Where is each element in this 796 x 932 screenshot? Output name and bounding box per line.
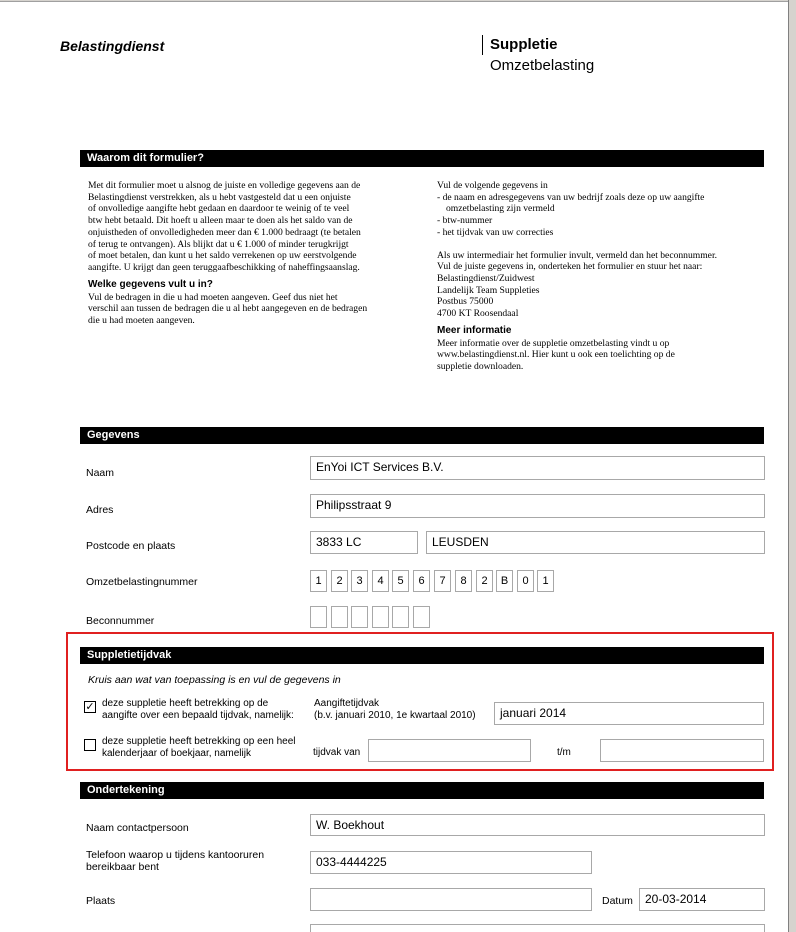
naam-label: Naam [86, 467, 115, 479]
plaats-signature-field[interactable] [310, 888, 592, 911]
section-bar-why: Waarom dit formulier? [80, 150, 764, 167]
text-line: Met dit formulier moet u alsnog de juiste en volledige gegevens aan de [88, 180, 361, 191]
text-line: of terug te ontvangen). Als blijkt dat u € 1.000 of minder terugkrijgt [88, 238, 349, 250]
tijdvak-van-label: tijdvak van [313, 747, 361, 758]
why-left-column [88, 180, 393, 327]
more-info-heading: Meer informatie [437, 324, 512, 336]
btw-digit-cell[interactable]: 8 [455, 570, 472, 592]
tm-label: t/m [557, 747, 571, 758]
btw-number-label: Omzetbelastingnummer [86, 576, 198, 588]
btw-digit-cell[interactable]: 0 [517, 570, 534, 592]
text-line: bereikbaar bent [86, 861, 159, 873]
telefoon-label [86, 849, 264, 873]
btw-digit-cell[interactable]: 5 [392, 570, 409, 592]
text-line: verschil aan tussen de bedragen die u al hebt aangegeven en de bedragen [88, 303, 368, 315]
text-line: Aangiftetijdvak [314, 698, 380, 709]
becon-digit-cell[interactable] [413, 606, 430, 628]
btw-digit-cell[interactable]: 1 [310, 570, 327, 592]
btw-digit-cell[interactable]: 4 [372, 570, 389, 592]
brand-logo-text: Belastingdienst [60, 38, 165, 54]
right-intro: Vul de volgende gegevens in [437, 180, 548, 191]
text-line: Landelijk Team Suppleties [437, 284, 540, 296]
form-subtitle: Omzetbelasting [490, 57, 595, 74]
postcode-field[interactable]: 3833 LC [310, 531, 418, 554]
becon-number-label: Beconnummer [86, 615, 155, 627]
aangifte-tijdvak-field[interactable]: januari 2014 [494, 702, 764, 725]
postcode-label: Postcode en plaats [86, 540, 176, 552]
checkmark-icon: ✓ [85, 700, 95, 713]
option-year-label [102, 736, 295, 760]
tijdvak-instruction: Kruis aan wat van toepassing is en vul de gegevens in [88, 674, 341, 686]
becon-digit-cell[interactable] [351, 606, 368, 628]
text-line: aangifte over een bepaald tijdvak, namelijk: [102, 710, 294, 721]
becon-digit-cell[interactable] [392, 606, 409, 628]
text-line: Meer informatie over de suppletie omzetbelasting vindt u op [437, 337, 670, 349]
text-line: Vul de bedragen in die u had moeten aangeven. Geef dus niet het [88, 291, 338, 303]
btw-digit-cell[interactable]: 2 [331, 570, 348, 592]
list-item: omzetbelasting zijn vermeld [446, 203, 555, 215]
section-bar-tijdvak: Suppletietijdvak [80, 647, 764, 664]
btw-digit-cell[interactable]: 1 [537, 570, 554, 592]
text-line: Vul de juiste gegevens in, onderteken het formulier en stuur het naar: [437, 261, 703, 273]
tm-field[interactable] [600, 739, 764, 762]
signature-field[interactable] [310, 924, 765, 932]
text-line: Als uw intermediair het formulier invult, vermeld dan het beconnummer. [437, 249, 718, 261]
plaats-field[interactable]: LEUSDEN [426, 531, 765, 554]
list-item: - het tijdvak van uw correcties [437, 226, 554, 238]
text-line: suppletie downloaden. [437, 361, 524, 373]
list-item: - de naam en adresgegevens van uw bedrijf zoals deze op uw aangifte [437, 191, 705, 203]
window-top-edge [0, 0, 796, 2]
text-line: deze suppletie heeft betrekking op de [102, 698, 269, 709]
btw-digit-cell[interactable]: 3 [351, 570, 368, 592]
contact-label: Naam contactpersoon [86, 822, 189, 834]
how-paragraph [88, 292, 393, 327]
adres-label: Adres [86, 504, 114, 516]
text-line: die u had moeten aangeven. [88, 315, 195, 327]
datum-field[interactable]: 20-03-2014 [639, 888, 765, 911]
more-info-paragraph [437, 338, 737, 373]
right-list [437, 192, 737, 239]
contact-field[interactable]: W. Boekhout [310, 814, 765, 836]
right-paragraph [437, 250, 732, 320]
aangifte-tijdvak-label [314, 698, 476, 722]
btw-digit-cell[interactable]: 6 [413, 570, 430, 592]
option-period-label [102, 698, 294, 722]
text-line: www.belastingdienst.nl. Hier kunt u ook een toelichting op de [437, 349, 675, 361]
becon-digit-cell[interactable] [372, 606, 389, 628]
text-line: 4700 KT Roosendaal [437, 308, 519, 320]
text-line: Belastingdienst/Zuidwest [437, 272, 535, 284]
text-line: of moet betalen, dan kunt u het saldo verrekenen op uw eerstvolgende [88, 250, 357, 262]
text-line: btw hebt betaald. Dit hoeft u alleen maar te doen als het saldo van de [88, 215, 353, 227]
why-right-column [437, 180, 737, 373]
becon-digit-cell[interactable] [331, 606, 348, 628]
why-paragraph [88, 180, 393, 274]
datum-label: Datum [602, 895, 633, 907]
btw-digit-cell[interactable]: B [496, 570, 513, 592]
text-line: Postbus 75000 [437, 296, 494, 308]
section-bar-gegevens: Gegevens [80, 427, 764, 444]
text-line: (b.v. januari 2010, 1e kwartaal 2010) [314, 710, 476, 721]
vertical-scrollbar[interactable] [788, 0, 796, 932]
option-period-checkbox[interactable] [84, 701, 96, 713]
text-line: Telefoon waarop u tijdens kantooruren [86, 849, 265, 861]
section-bar-ondertekening: Ondertekening [80, 782, 764, 799]
text-line: of onvolledige aangifte hebt gedaan en daardoor te weinig of te veel [88, 203, 350, 215]
tijdvak-van-field[interactable] [368, 739, 531, 762]
text-line: Belastingdienst verstrekken, als u hebt vastgesteld dat u een onjuiste [88, 191, 351, 203]
btw-digit-cell[interactable]: 2 [476, 570, 493, 592]
plaats-signature-label: Plaats [86, 895, 116, 907]
how-heading: Welke gegevens vult u in? [88, 278, 213, 290]
list-item: - btw-nummer [437, 215, 493, 227]
naam-field[interactable]: EnYoi ICT Services B.V. [310, 456, 765, 480]
text-line: deze suppletie heeft betrekking op een heel [102, 736, 296, 747]
telefoon-field[interactable]: 033-4444225 [310, 851, 592, 874]
text-line: kalenderjaar of boekjaar, namelijk [102, 748, 251, 759]
option-year-checkbox[interactable] [84, 739, 96, 751]
form-title: Suppletie [490, 36, 558, 53]
becon-digit-cell[interactable] [310, 606, 327, 628]
text-line: aangifte. U krijgt dan geen teruggaafbeschikking of naheffingsaanslag. [88, 261, 360, 273]
btw-digit-cell[interactable]: 7 [434, 570, 451, 592]
adres-field[interactable]: Philipsstraat 9 [310, 494, 765, 518]
text-line: onjuistheden of onvolledigheden meer dan € 1.000 bedraagt (te betalen [88, 226, 361, 238]
title-divider [482, 35, 483, 55]
